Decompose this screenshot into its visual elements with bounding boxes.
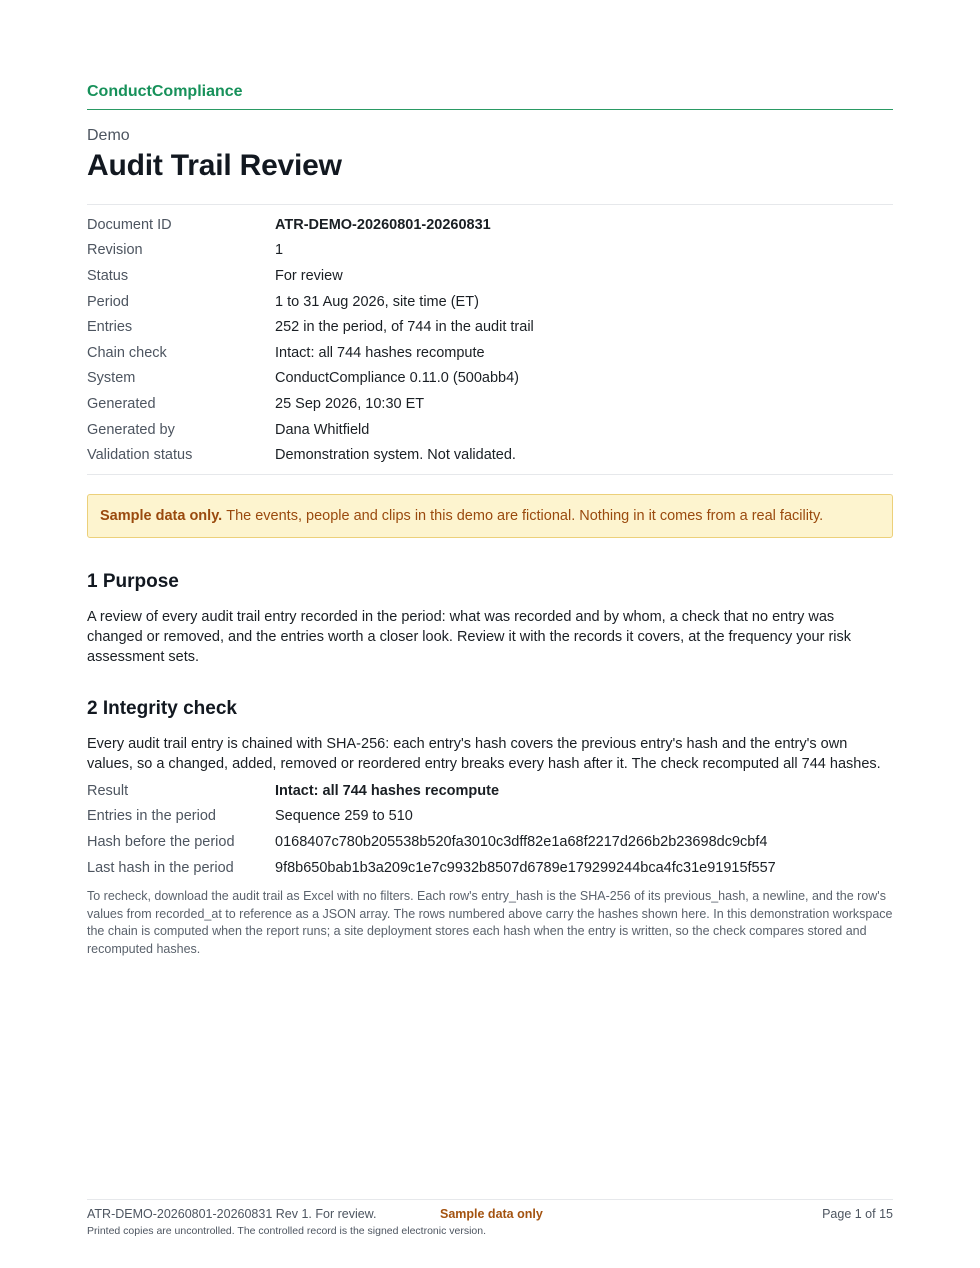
sample-data-notice [87,494,893,538]
section-heading-integrity: 2 Integrity check [87,698,237,719]
integrity-table [87,778,893,880]
integrity-label: Last hash in the period [87,859,234,876]
integrity-value: Sequence 259 to 510 [275,808,413,825]
meta-row-chain-check [87,340,893,366]
meta-label: Status [87,267,129,284]
integrity-label: Hash before the period [87,833,235,850]
integrity-label: Entries in the period [87,808,216,825]
meta-label: Validation status [87,447,193,464]
meta-row-document-id [87,212,893,238]
meta-row-revision [87,238,893,264]
meta-row-generated-by [87,417,893,443]
meta-value: 252 in the period, of 744 in the audit trail [275,319,534,336]
integrity-body: Every audit trail entry is chained with SHA-256: each entry's hash covers the previous entry's hash and the entry's own values, so a changed, added, removed or reordered entry breaks every hash after it. The check recomputed all 744 hashes. [87,736,881,772]
meta-row-validation-status [87,442,893,468]
meta-label: System [87,370,136,387]
meta-value: Demonstration system. Not validated. [275,447,516,464]
meta-label: Period [87,293,129,310]
purpose-body: A review of every audit trail entry recorded in the period: what was recorded and by whom, a check that no entry was changed or removed, and the entries worth a closer look. Review it with the records it covers, at the frequency your risk assessment sets. [87,609,852,665]
meta-row-generated [87,391,893,417]
footer-page-number: Page 1 of 15 [822,1207,893,1221]
meta-label: Revision [87,242,143,259]
recheck-note: To recheck, download the audit trail as Excel with no filters. Each row's entry_hash is the SHA-256 of its previous_hash, a newline, and the row's values from recorded_at to reference as a JSON array. The rows numbered above carry the hashes shown here. In this demonstration workspace the chain is computed when the report runs; a site deployment stores each hash when the entry is written, so the check compares stored and recomputed hashes. [87,889,893,956]
header-divider [87,109,893,110]
meta-row-period [87,289,893,315]
brand-name: ConductCompliance [87,83,243,100]
metadata-table [87,204,893,475]
meta-value: 1 [275,242,284,259]
document-kicker: Demo [87,127,130,144]
meta-value: 25 Sep 2026, 10:30 ET [275,395,425,412]
meta-row-status [87,263,893,289]
integrity-row-hash-before [87,829,893,855]
meta-value: For review [275,267,343,284]
meta-label: Chain check [87,344,167,361]
notice-text: The events, people and clips in this demo are fictional. Nothing in it comes from a real facility. [226,508,824,524]
footer-document-ref: ATR-DEMO-20260801-20260831 Rev 1. For review. [87,1207,377,1221]
meta-label: Entries [87,319,133,336]
meta-value: 1 to 31 Aug 2026, site time (ET) [275,293,479,310]
meta-value: Intact: all 744 hashes recompute [275,344,485,361]
integrity-value: 0168407c780b205538b520fa3010c3dff82e1a68f2217d266b2b23698dc9cbf4 [275,833,768,850]
integrity-row-entries [87,804,893,830]
integrity-row-last-hash [87,855,893,881]
footer-sample-badge: Sample data only [440,1207,543,1221]
meta-value: Dana Whitfield [275,421,370,438]
meta-label: Document ID [87,216,172,233]
meta-row-entries [87,314,893,340]
page-title: Audit Trail Review [87,149,342,182]
integrity-row-result [87,778,893,804]
integrity-label: Result [87,782,129,799]
integrity-value: Intact: all 744 hashes recompute [275,782,500,799]
section-heading-purpose: 1 Purpose [87,571,179,592]
meta-row-system [87,366,893,392]
meta-value: ATR-DEMO-20260801-20260831 [275,216,491,233]
meta-label: Generated [87,395,156,412]
integrity-value: 9f8b650bab1b3a209c1e7c9932b8507d6789e179299244bca4fc31e91915f557 [275,859,776,876]
footer-divider [87,1199,893,1200]
notice-lead: Sample data only. [100,508,223,524]
meta-label: Generated by [87,421,175,438]
footer-uncontrolled-note: Printed copies are uncontrolled. The controlled record is the signed electronic version. [87,1225,487,1237]
meta-value: ConductCompliance 0.11.0 (500abb4) [275,370,519,387]
